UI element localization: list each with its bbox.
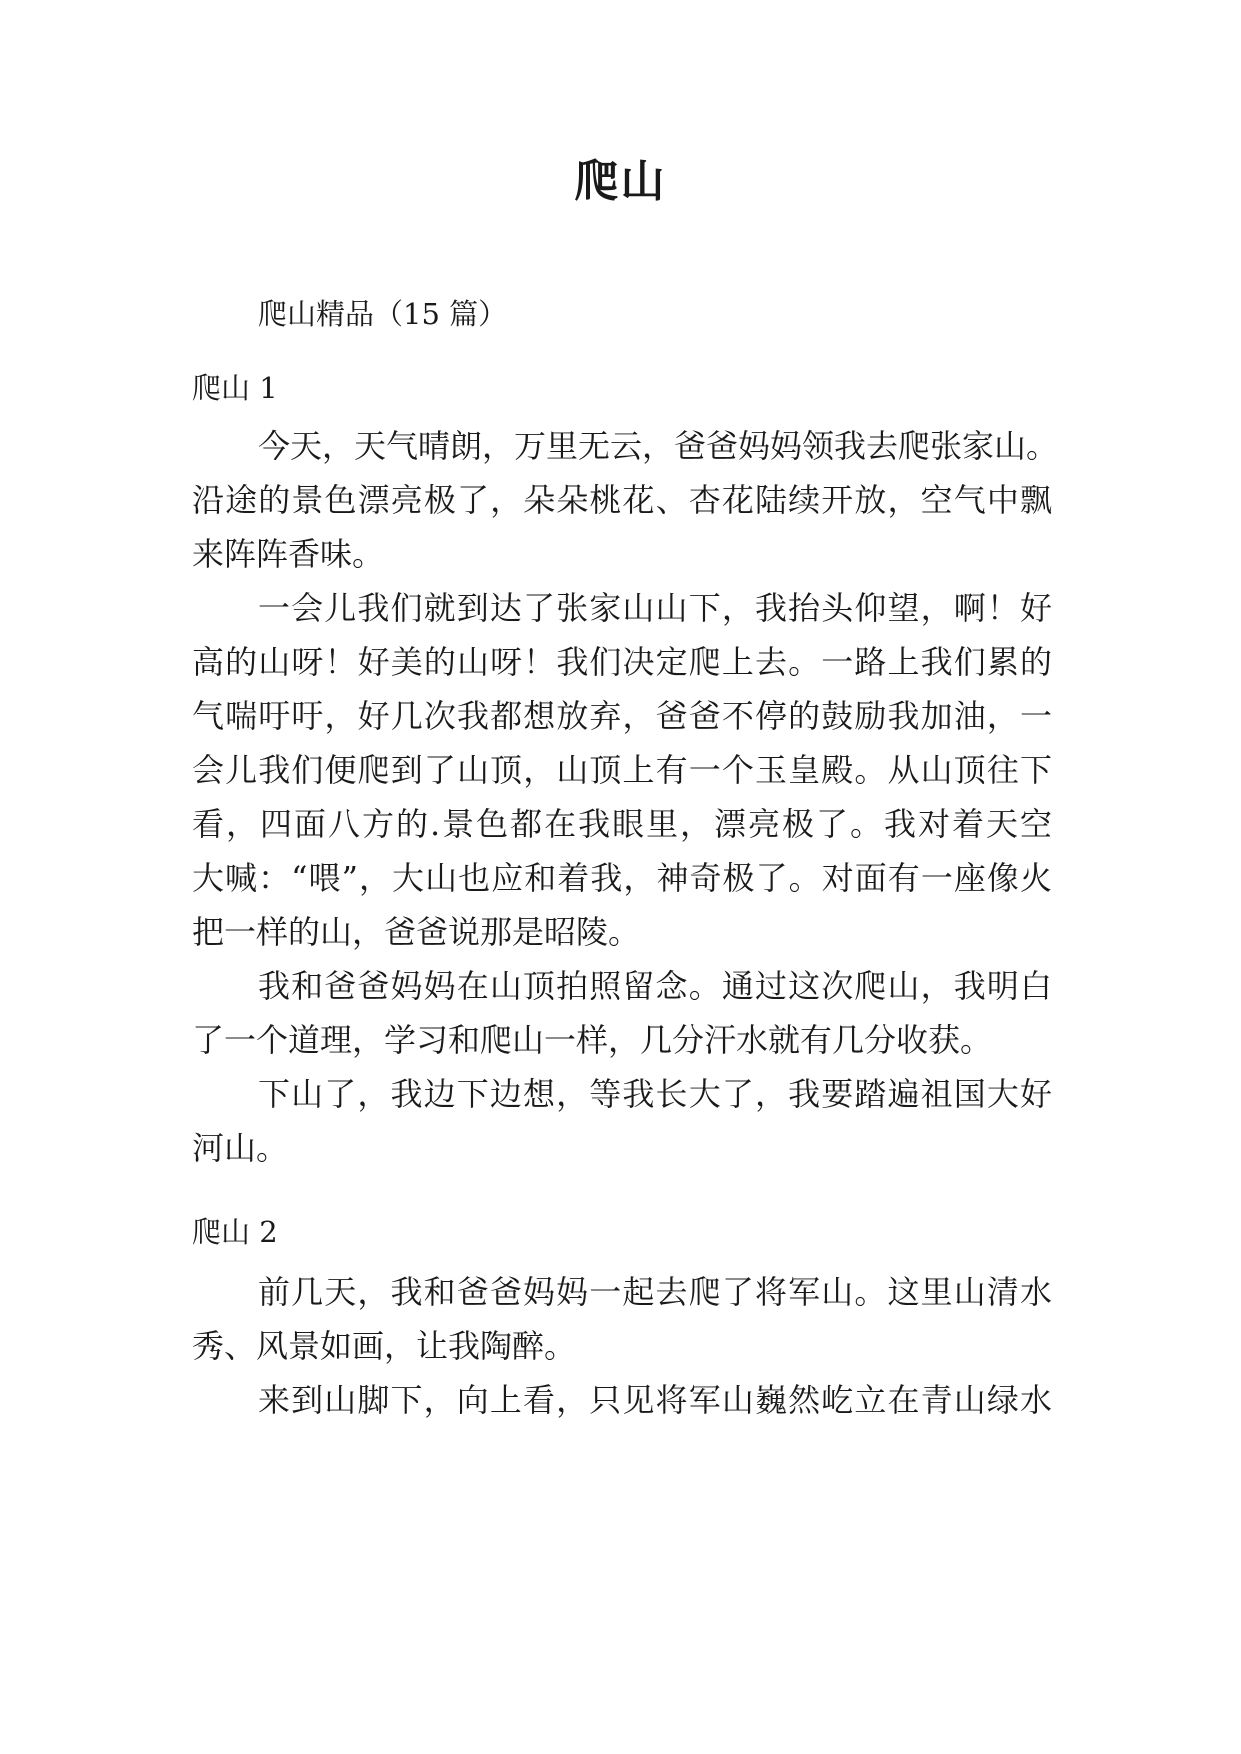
paragraph-line: 了一个道理，学习和爬山一样，几分汗水就有几分收获。: [192, 1021, 993, 1059]
paragraph-line: 高的山呀！好美的山呀！我们决定爬上去。一路上我们累的: [192, 643, 1052, 681]
paragraph-line: 下山了，我边下边想，等我长大了，我要踏遍祖国大好: [258, 1075, 1052, 1113]
paragraph-line: 河山。: [192, 1129, 289, 1167]
paragraph-line: 一会儿我们就到达了张家山山下，我抬头仰望，啊！好: [258, 589, 1052, 627]
paragraph-line: 秀、风景如画，让我陶醉。: [192, 1327, 577, 1365]
paragraph-line: 大喊：“喂”，大山也应和着我，神奇极了。对面有一座像火: [192, 859, 1052, 897]
paragraph-line: 把一样的山，爸爸说那是昭陵。: [192, 913, 641, 951]
paragraph-line: 沿途的景色漂亮极了，朵朵桃花、杏花陆续开放，空气中飘: [192, 481, 1052, 519]
paragraph-line: 气喘吁吁，好几次我都想放弃，爸爸不停的鼓励我加油，一: [192, 697, 1052, 735]
paragraph-line: 来到山脚下，向上看，只见将军山巍然屹立在青山绿水: [258, 1381, 1052, 1419]
paragraph-line: 来阵阵香味。: [192, 535, 385, 573]
paragraph-line: 看，四面八方的.景色都在我眼里，漂亮极了。我对着天空: [192, 805, 1052, 843]
collection-subtitle: 爬山精品（15 篇）: [258, 297, 508, 331]
document-title: 爬山: [574, 156, 667, 207]
essay-heading-2: 爬山 2: [192, 1215, 278, 1249]
paragraph-line: 今天，天气晴朗，万里无云，爸爸妈妈领我去爬张家山。: [258, 427, 1059, 465]
paragraph-line: 前几天，我和爸爸妈妈一起去爬了将军山。这里山清水: [258, 1273, 1052, 1311]
essay-heading-1: 爬山 1: [192, 371, 278, 405]
paragraph-line: 我和爸爸妈妈在山顶拍照留念。通过这次爬山，我明白: [258, 967, 1052, 1005]
paragraph-line: 会儿我们便爬到了山顶，山顶上有一个玉皇殿。从山顶往下: [192, 751, 1052, 789]
